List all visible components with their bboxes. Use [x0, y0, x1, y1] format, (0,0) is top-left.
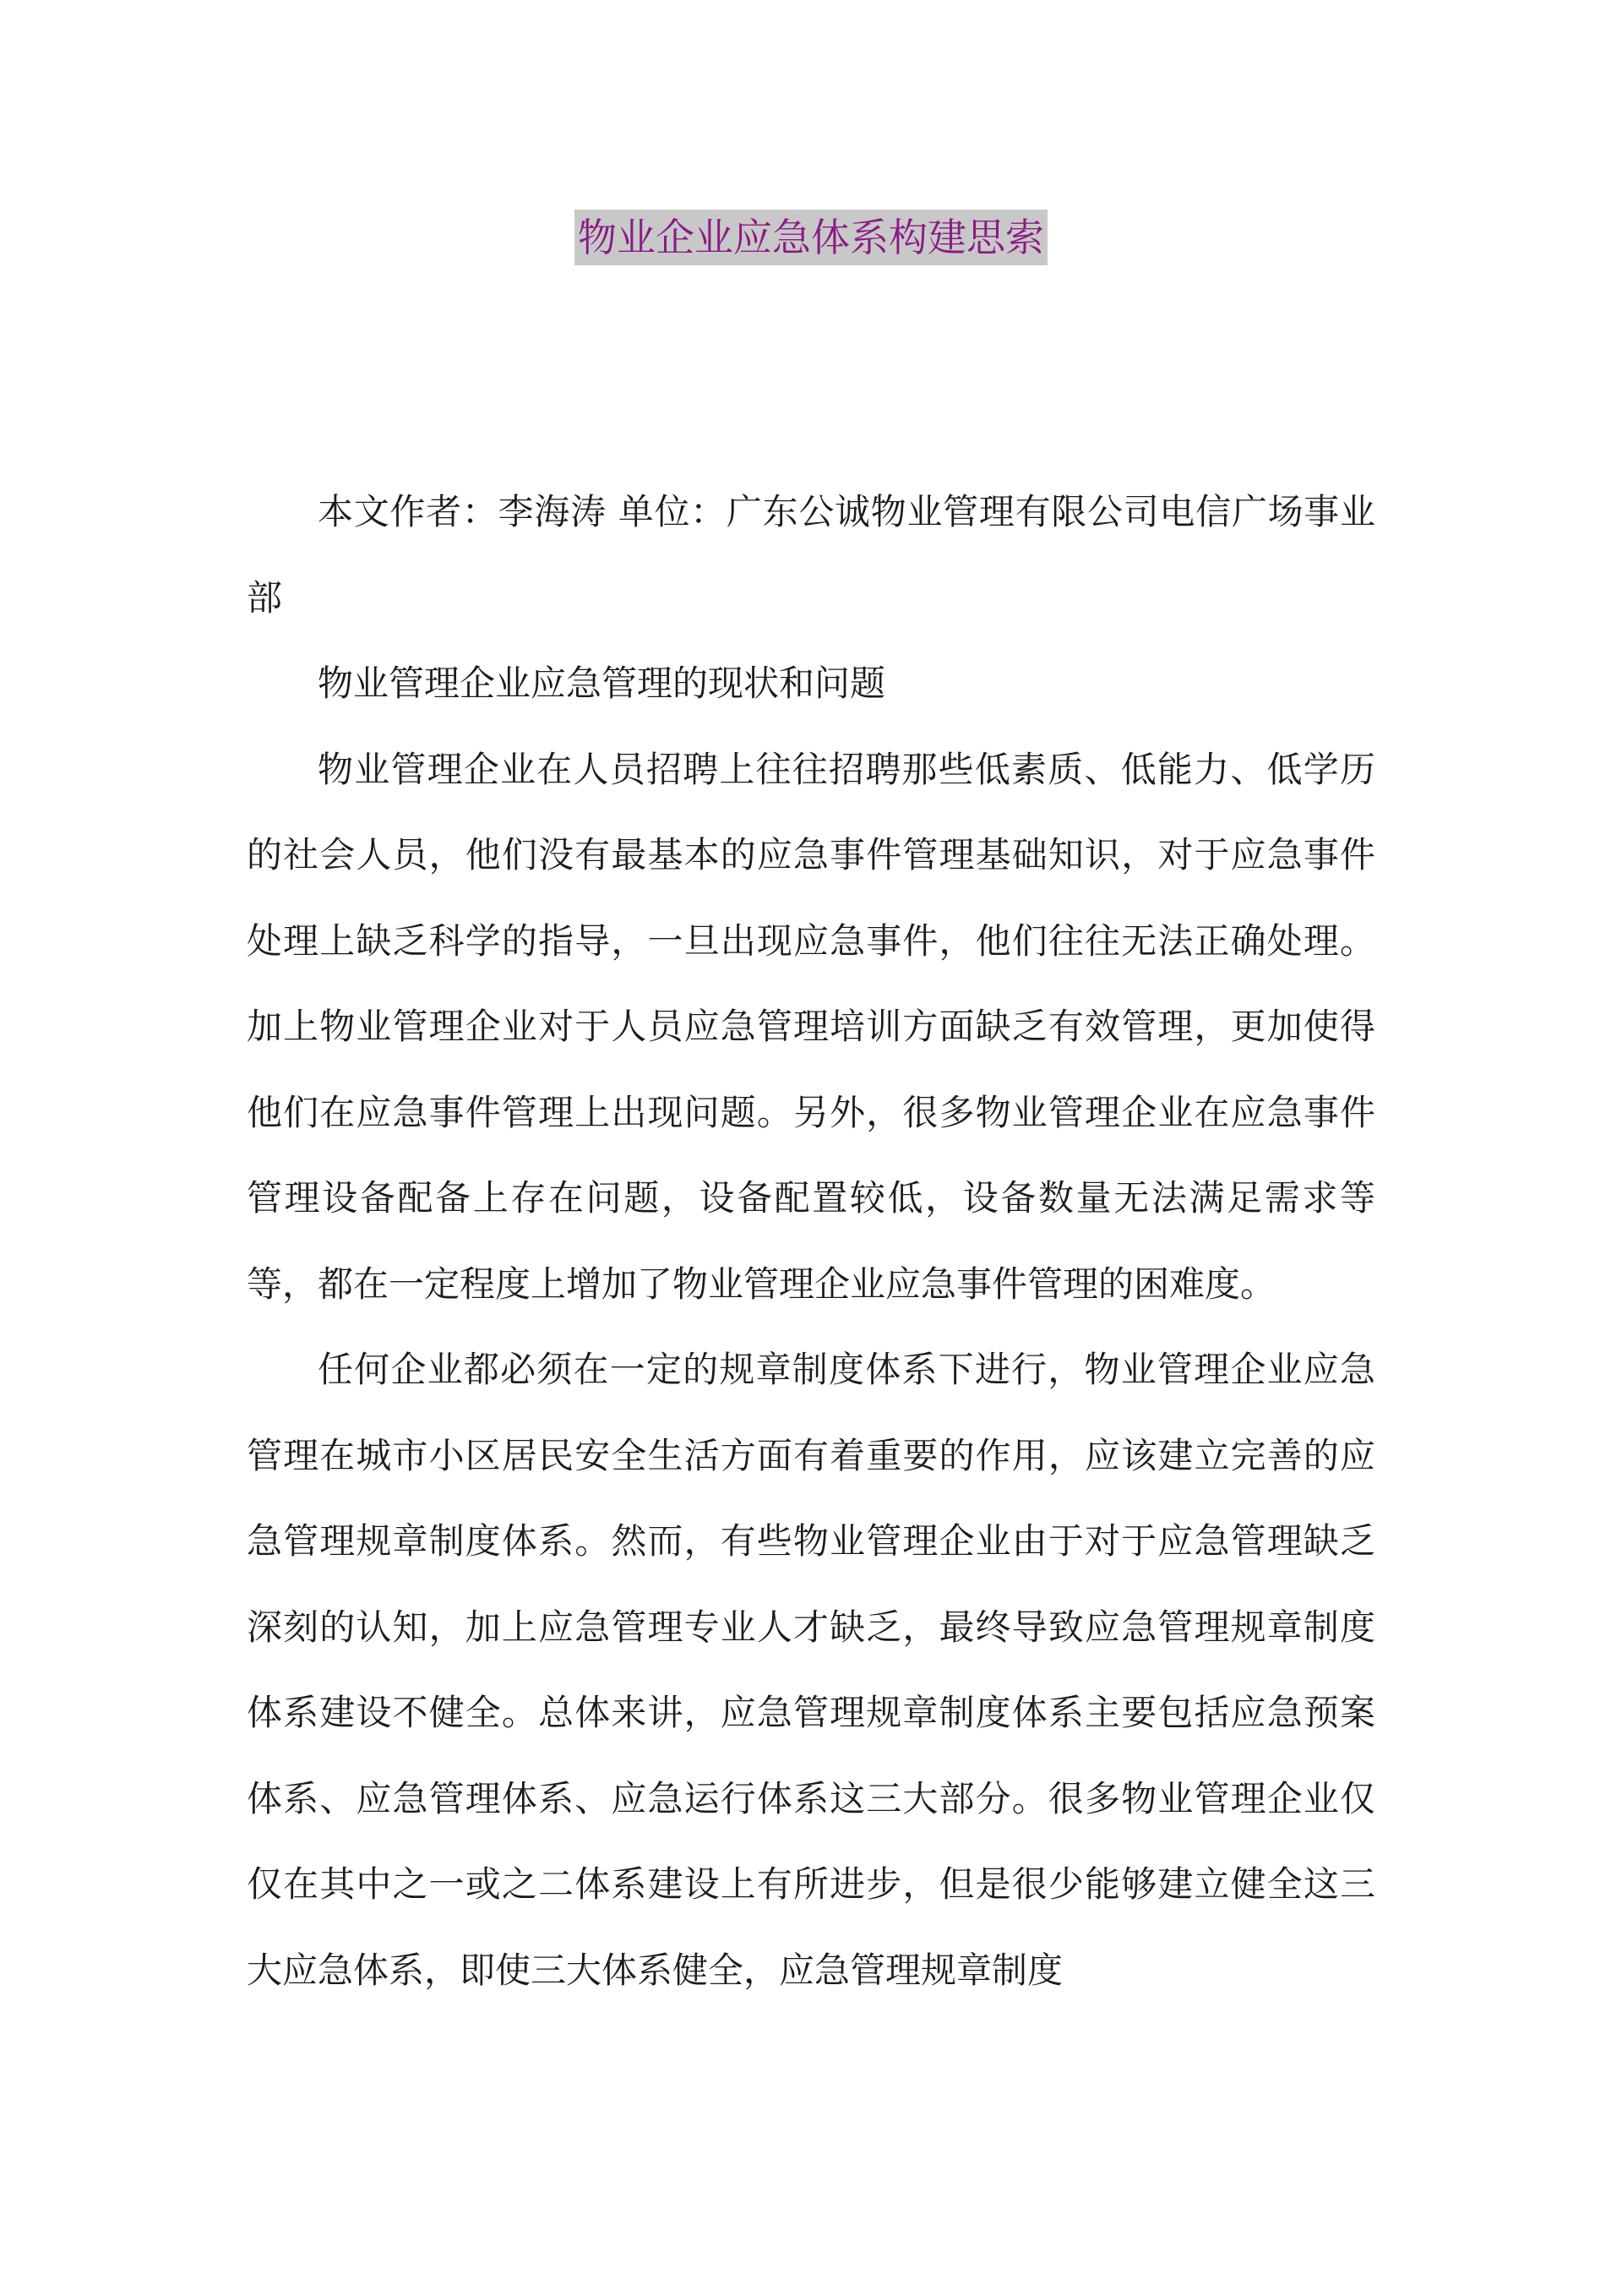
- section-heading: 物业管理企业应急管理的现状和问题: [318, 663, 886, 704]
- paragraph-2: 任何企业都必须在一定的规章制度体系下进行，物业管理企业应急管理在城市小区居民安全生活方面有着重要的作用，应该建立完善的应急管理规章制度体系。然而，有些物业管理企业由于对于应急管理缺乏深刻的认知，加上应急管理专业人才缺乏，最终导致应急管理规章制度体系建设不健全。总体来讲，应急管理规章制度体系主要包括应急预案体系、应急管理体系、应急运行体系这三大部分。很多物业管理企业仅仅在其中之一或之二体系建设上有所进步，但是很少能够建立健全这三大应急体系，即使三大体系健全，应急管理规章制度: [247, 1349, 1375, 1991]
- paragraph-1: 物业管理企业在人员招聘上往往招聘那些低素质、低能力、低学历的社会人员，他们没有最基本的应急事件管理基础知识，对于应急事件处理上缺乏科学的指导，一旦出现应急事件，他们往往无法正确处理。加上物业管理企业对于人员应急管理培训方面缺乏有效管理，更加使得他们在应急事件管理上出现问题。另外，很多物业管理企业在应急事件管理设备配备上存在问题，设备配置较低，设备数量无法满足需求等等，都在一定程度上增加了物业管理企业应急事件管理的困难度。: [247, 748, 1375, 1305]
- document-body: [247, 469, 1375, 2013]
- document-title[interactable]: 物业企业应急体系构建思索: [574, 210, 1048, 265]
- author-line: 本文作者：李海涛 单位：广东公诚物业管理有限公司电信广场事业部: [247, 491, 1375, 619]
- title-container: [0, 210, 1622, 265]
